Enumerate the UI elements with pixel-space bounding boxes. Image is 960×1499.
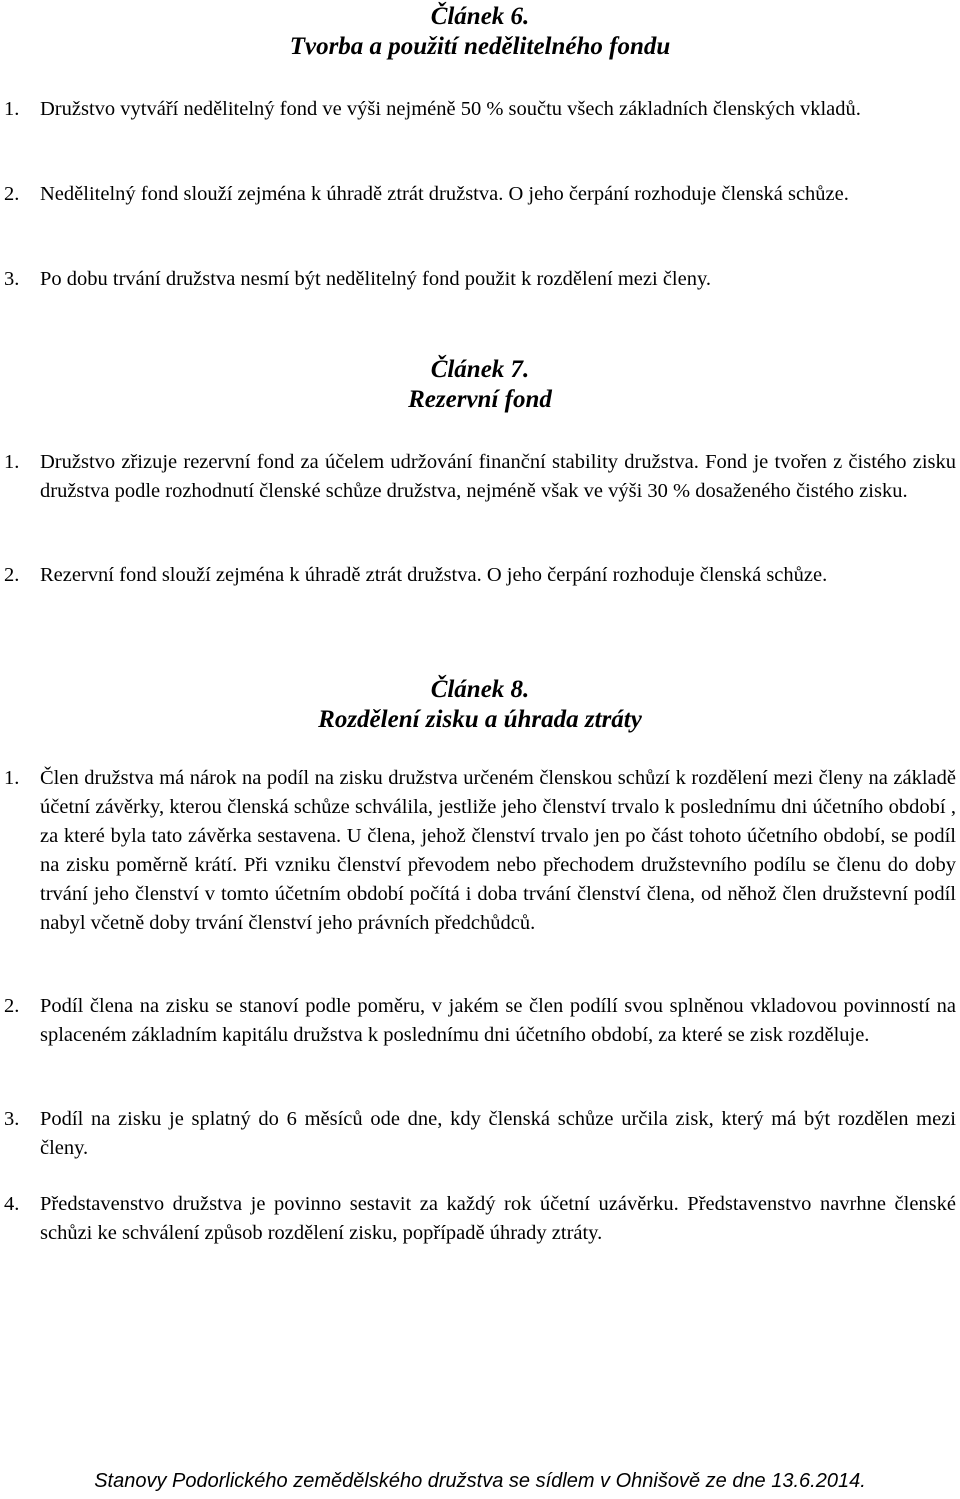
paragraph-text: Podíl člena na zisku se stanoví podle poměru, v jakém se člen podílí svou splněnou vkladovou povinností na splaceném základním kapitálu družstva k poslednímu dni účetního období, za které se zisk rozděluje. xyxy=(40,995,956,1046)
paragraph-number: 3. xyxy=(4,1108,20,1130)
article-number: Článek 7. xyxy=(430,356,530,383)
paragraph-text: Družstvo vytváří nedělitelný fond ve výši nejméně 50 % součtu všech základních členských vkladů. xyxy=(40,98,861,120)
article-8-paragraph-1 xyxy=(0,764,956,938)
article-7-paragraph-2 xyxy=(0,561,956,590)
article-8-paragraph-3 xyxy=(0,1105,956,1163)
article-8-paragraph-2 xyxy=(0,992,956,1050)
article-title: Rezervní fond xyxy=(408,386,552,413)
article-8-paragraph-4 xyxy=(0,1190,956,1248)
article-8-heading xyxy=(0,675,960,735)
article-6-paragraph-2 xyxy=(0,180,956,209)
paragraph-text: Nedělitelný fond slouží zejména k úhradě ztrát družstva. O jeho čerpání rozhoduje členská schůze. xyxy=(40,183,849,205)
paragraph-text: Člen družstva má nárok na podíl na zisku družstva určeném členskou schůzí k rozdělení mezi členy na základě účetní závěrky, kterou členská schůze schválila, jestliže jeho členství trvalo k poslednímu dni účetního období , za které byla tato závěrka sestavena. U člena, jehož členství trvalo jen po část tohoto účetního období, se podíl na zisku poměrně krátí. Při vzniku členství převodem nebo přechodem družstevního podílu se členu do doby trvání jeho členství v tomto účetním období počítá i doba trvání členství člena, od něhož člen družstevní podíl nabyl včetně doby trvání členství jeho právních předchůdců. xyxy=(40,767,956,934)
paragraph-number: 2. xyxy=(4,183,20,205)
article-title: Tvorba a použití nedělitelného fondu xyxy=(289,33,671,60)
article-7-heading xyxy=(0,355,960,415)
article-title: Rozdělení zisku a úhrada ztráty xyxy=(318,706,642,733)
paragraph-number: 3. xyxy=(4,268,20,290)
paragraph-number: 2. xyxy=(4,995,20,1017)
paragraph-text: Rezervní fond slouží zejména k úhradě ztrát družstva. O jeho čerpání rozhoduje členská schůze. xyxy=(40,564,828,586)
article-number: Článek 6. xyxy=(430,3,530,30)
article-number: Článek 8. xyxy=(430,676,530,703)
article-7-paragraph-1 xyxy=(0,448,956,506)
article-6-paragraph-3 xyxy=(0,265,956,294)
paragraph-number: 1. xyxy=(4,451,20,473)
paragraph-text: Představenstvo družstva je povinno sestavit za každý rok účetní uzávěrku. Představenstvo navrhne členské schůzi ke schválení způsob rozdělení zisku, popřípadě úhrady ztráty. xyxy=(40,1193,956,1244)
paragraph-text: Družstvo zřizuje rezervní fond za účelem udržování finanční stability družstva. Fond je tvořen z čistého zisku družstva podle rozhodnutí členské schůze družstva, nejméně však ve výši 30 % dosaženého čistého zisku. xyxy=(40,451,956,502)
article-6-heading xyxy=(0,2,960,62)
page-footer: Stanovy Podorlického zemědělského družstva se sídlem v Ohnišově ze dne 13.6.2014. xyxy=(94,1470,866,1492)
paragraph-text: Po dobu trvání družstva nesmí být nedělitelný fond použit k rozdělení mezi členy. xyxy=(40,268,712,290)
paragraph-number: 4. xyxy=(4,1193,20,1215)
paragraph-number: 1. xyxy=(4,98,20,120)
article-6-paragraph-1 xyxy=(0,95,956,124)
paragraph-number: 1. xyxy=(4,767,20,789)
paragraph-number: 2. xyxy=(4,564,20,586)
paragraph-text: Podíl na zisku je splatný do 6 měsíců ode dne, kdy členská schůze určila zisk, který má být rozdělen mezi členy. xyxy=(40,1108,956,1159)
